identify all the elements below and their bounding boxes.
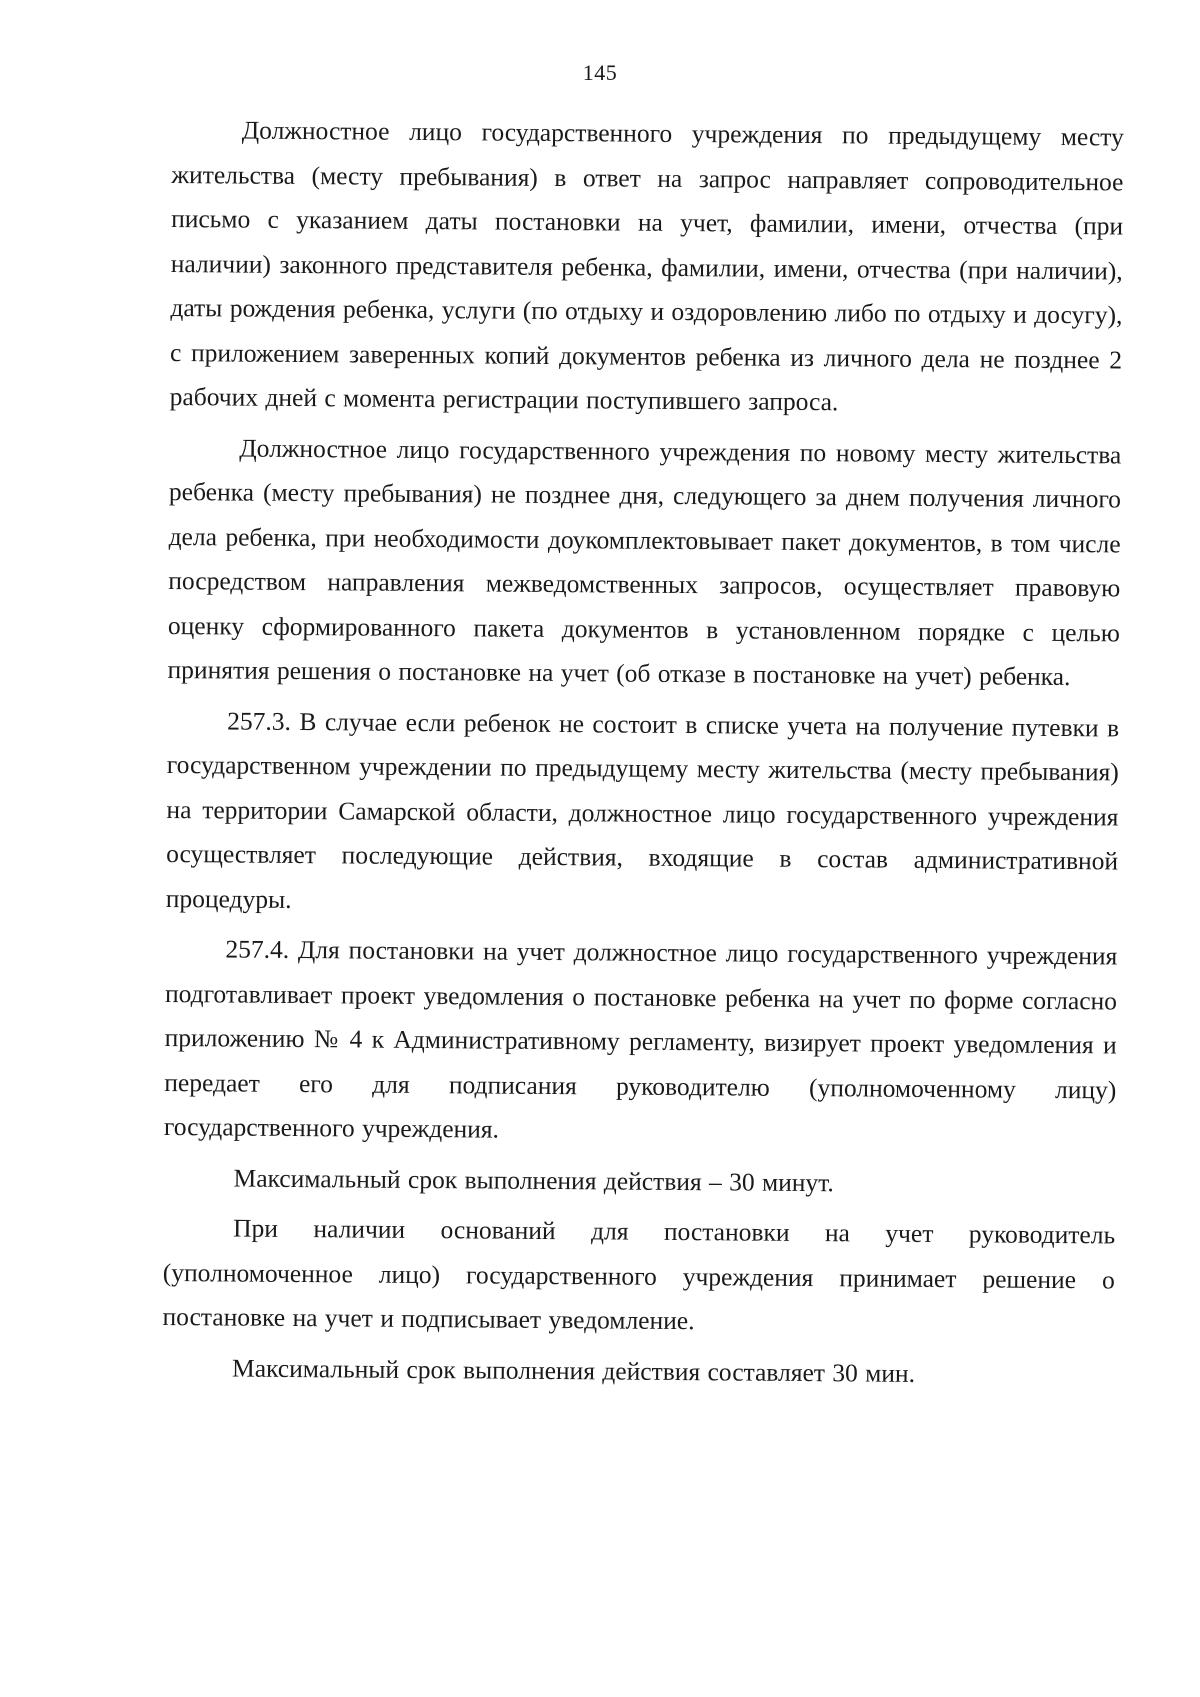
document-body (162, 108, 1124, 1397)
paragraph-257-4: 257.4. Для постановки на учет должностное лицо государственного учреждения подготавливает проект уведомления о постановке ребенка на учет по форме согласно приложению № 4 к Административному регламенту, визирует проект уведомления и передает его для подписания руководителю (уполномоченному лицу) государственного учреждения. (163, 934, 1118, 1144)
paragraph-max-time-30-min: Максимальный срок выполнения действия составляет 30 мин. (231, 1353, 916, 1388)
paragraph-max-time-30-minutes: Максимальный срок выполнения действия – 30 минут. (233, 1163, 834, 1197)
paragraph-previous-residence-response: Должностное лицо государственного учреждения по предыдущему месту жительства (месту пребывания) в ответ на запрос направляет сопроводительное письмо с указанием даты постановки на учет, фамилии, имени, отчества (при наличии) законного представителя ребенка, фамилии, имени, отчества (при наличии), даты рождения ребенка, услуги (по отдыху и оздоровлению либо по отдыху и досугу), с приложением заверенных копий документов ребенка из личного дела не позднее 2 рабочих дней с момента регистрации поступившего запроса. (169, 115, 1124, 417)
page-number: 145 (582, 60, 618, 85)
paragraph-257-3: 257.3. В случае если ребенок не состоит в списке учета на получение путевки в государственном учреждении по предыдущему месту жительства (месту пребывания) на территории Самарской области, должностное лицо государственного учреждения осуществляет последующие действия, входящие в состав административной процедуры. (165, 705, 1120, 914)
paragraph-new-residence-review: Должностное лицо государственного учреждения по новому месту жительства ребенка (месту пребывания) не позднее дня, следующего за днем получения личного дела ребенка, при необходимости доукомплектовывает пакет документов, в том числе посредством направления межведомственных запросов, осуществляет правовую оценку сформированного пакета документов в установленном порядке с целью принятия решения о постановке на учет (об отказе в постановке на учет) ребенка. (167, 433, 1122, 692)
paragraph-decision-and-signing: При наличии оснований для постановки на учет руководитель (уполномоченное лицо) государственного учреждения принимает решение о постановке на учет и подписывает уведомление. (162, 1213, 1116, 1336)
